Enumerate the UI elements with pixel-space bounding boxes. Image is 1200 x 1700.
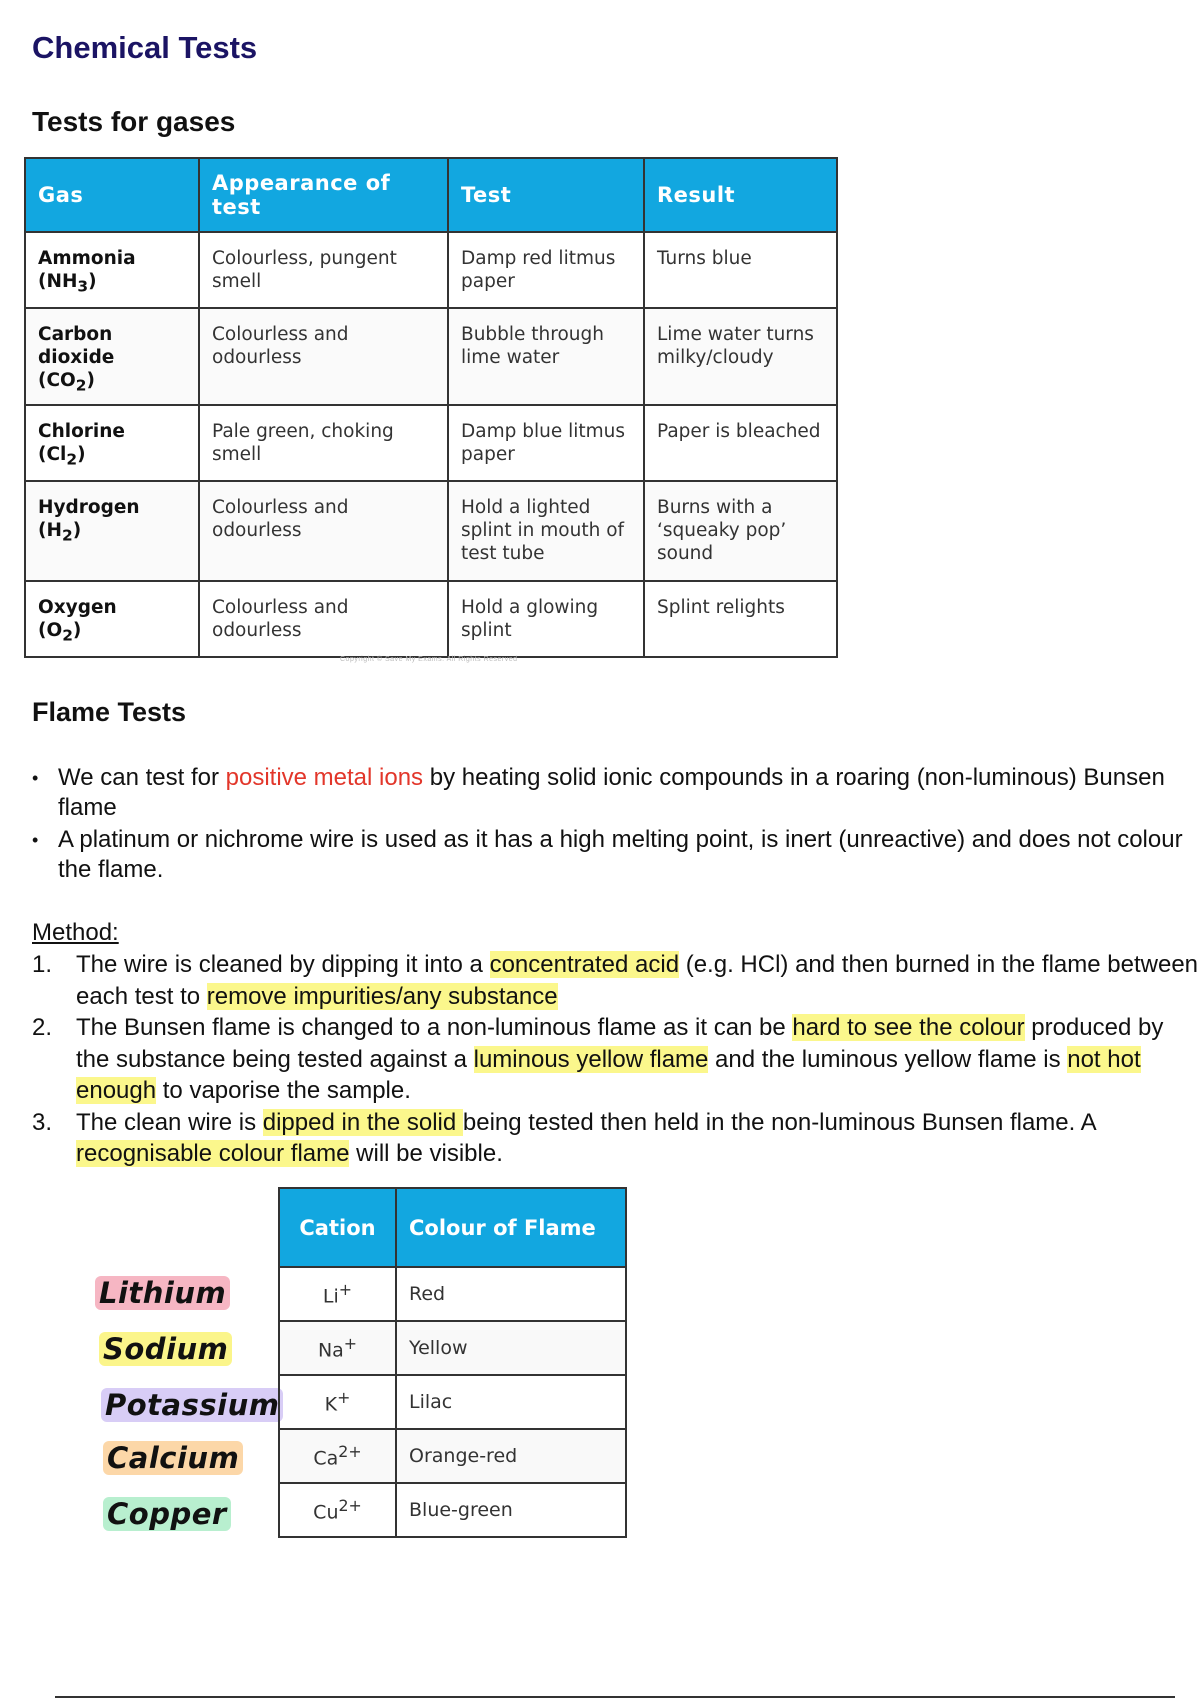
handwritten-label-calcium: Calcium: [103, 1441, 243, 1475]
flame-colour-table: [278, 1187, 627, 1538]
gas-formula: $(Cl_2)$: [38, 443, 86, 469]
appearance-cell: Colourless and odourless: [199, 308, 448, 405]
list-item: 1. The wire is cleaned by dipping it into a concentrated acid (e.g. HCl) and then burned in the flame between each test to remove impurities/any substance: [32, 951, 1199, 1010]
table-row: [25, 405, 837, 481]
handwritten-label-sodium: Sodium: [99, 1332, 232, 1366]
page-title: Chemical Tests: [32, 30, 258, 65]
flame-colour-cell: Yellow: [396, 1321, 626, 1375]
table-row: [279, 1321, 626, 1375]
appearance-cell: Colourless and odourless: [199, 581, 448, 657]
result-cell: Burns with a ‘squeaky pop’ sound: [644, 481, 837, 581]
gas-formula: $(NH_3)$: [38, 271, 97, 296]
gas-formula: $(CO_2)$: [38, 370, 95, 395]
result-cell: Lime water turns milky/cloudy: [644, 308, 837, 405]
highlighted-text: remove impurities/any substance: [206, 982, 558, 1010]
result-cell: Turns blue: [644, 232, 837, 308]
table-row: [279, 1429, 626, 1483]
column-header: Appearance of test: [199, 158, 448, 232]
column-header: Cation: [279, 1188, 396, 1267]
table-row: [279, 1483, 626, 1537]
highlighted-text: concentrated acid: [489, 951, 680, 978]
gas-cell: [25, 308, 199, 405]
gas-cell: [25, 232, 199, 308]
gas-name: Oxygen: [38, 596, 117, 618]
appearance-cell: Colourless and odourless: [199, 481, 448, 581]
table-row: [25, 481, 837, 581]
highlighted-text: dipped in the solid: [262, 1108, 463, 1136]
bullet-icon: •: [32, 830, 39, 850]
table-row: [279, 1375, 626, 1429]
handwritten-label-lithium: Lithium: [95, 1276, 230, 1310]
result-cell: Paper is bleached: [644, 405, 837, 481]
flame-colour-cell: Lilac: [396, 1375, 626, 1429]
appearance-cell: Colourless, pungent smell: [199, 232, 448, 308]
test-cell: Hold a glowing splint: [448, 581, 644, 657]
test-cell: Hold a lighted splint in mouth of test tube: [448, 481, 644, 581]
table-row: [25, 232, 837, 308]
method-label: Method:: [32, 919, 119, 946]
list-item: 3. The clean wire is dipped in the solid being tested then held in the non-luminous Bunsen flame. A recognisable colour flame will be visible.: [32, 1108, 1096, 1167]
list-item: • We can test for positive metal ions by heating solid ionic compounds in a roaring (non-luminous) Bunsen flame: [32, 764, 1165, 821]
list-item: 2. The Bunsen flame is changed to a non-luminous flame as it can be hard to see the colour produced by the substance being tested against a luminous yellow flame and the luminous yellow flame is not hot enough to vaporise the sample.: [32, 1014, 1164, 1104]
cation-cell: $Ca^{2+}$: [279, 1429, 396, 1483]
flame-tests-heading: Flame Tests: [32, 697, 187, 727]
column-header: Test: [448, 158, 644, 232]
copyright-notice: Copyright © Save My Exams. All Rights Reserved: [340, 656, 518, 663]
gas-name: Hydrogen: [38, 496, 140, 518]
flame-colour-cell: Blue-green: [396, 1483, 626, 1537]
test-cell: Damp red litmus paper: [448, 232, 644, 308]
test-cell: Bubble through lime water: [448, 308, 644, 405]
gas-name: Carbon dioxide: [38, 324, 115, 368]
gas-formula: $(O_2)$: [38, 619, 82, 645]
gases-section-heading: Tests for gases: [32, 106, 236, 137]
table-header-row: [279, 1188, 626, 1267]
highlighted-text: hard to see the colour: [792, 1014, 1025, 1041]
gas-tests-table: [24, 157, 838, 658]
flame-colour-cell: Red: [396, 1267, 626, 1321]
gas-cell: [25, 581, 199, 657]
flame-tests-bullets: [32, 763, 1192, 887]
table-row: [279, 1267, 626, 1321]
cation-cell: Li+: [279, 1267, 396, 1321]
emphasis-text: positive metal ions: [225, 764, 424, 791]
cation-cell: Na+: [279, 1321, 396, 1375]
column-header: Gas: [25, 158, 199, 232]
gas-cell: [25, 405, 199, 481]
gas-formula: $(H_2)$: [38, 519, 82, 545]
result-cell: Splint relights: [644, 581, 837, 657]
column-header: Colour of Flame: [396, 1188, 626, 1267]
method-steps: [32, 949, 1200, 1170]
column-header: Result: [644, 158, 837, 232]
highlighted-text: not hot enough: [76, 1045, 1141, 1104]
gas-cell: [25, 481, 199, 581]
flame-colour-cell: Orange-red: [396, 1429, 626, 1483]
page-divider: [55, 1696, 1175, 1698]
table-row: [25, 308, 837, 405]
appearance-cell: Pale green, choking smell: [199, 405, 448, 481]
list-item: • A platinum or nichrome wire is used as it has a high melting point, is inert (unreactive) and does not colour the flame.: [32, 826, 1183, 883]
gas-name: Chlorine: [38, 420, 125, 442]
table-header-row: [25, 158, 837, 232]
highlighted-text: luminous yellow flame: [473, 1045, 709, 1073]
bullet-icon: •: [32, 768, 39, 788]
table-row: [25, 581, 837, 657]
gas-name: Ammonia: [38, 248, 136, 269]
handwritten-label-copper: Copper: [103, 1497, 231, 1531]
test-cell: Damp blue litmus paper: [448, 405, 644, 481]
cation-cell: K+: [279, 1375, 396, 1429]
highlighted-text: recognisable colour flame: [76, 1140, 350, 1167]
cation-cell: $Cu^{2+}$: [279, 1483, 396, 1537]
handwritten-label-potassium: Potassium: [101, 1388, 283, 1422]
